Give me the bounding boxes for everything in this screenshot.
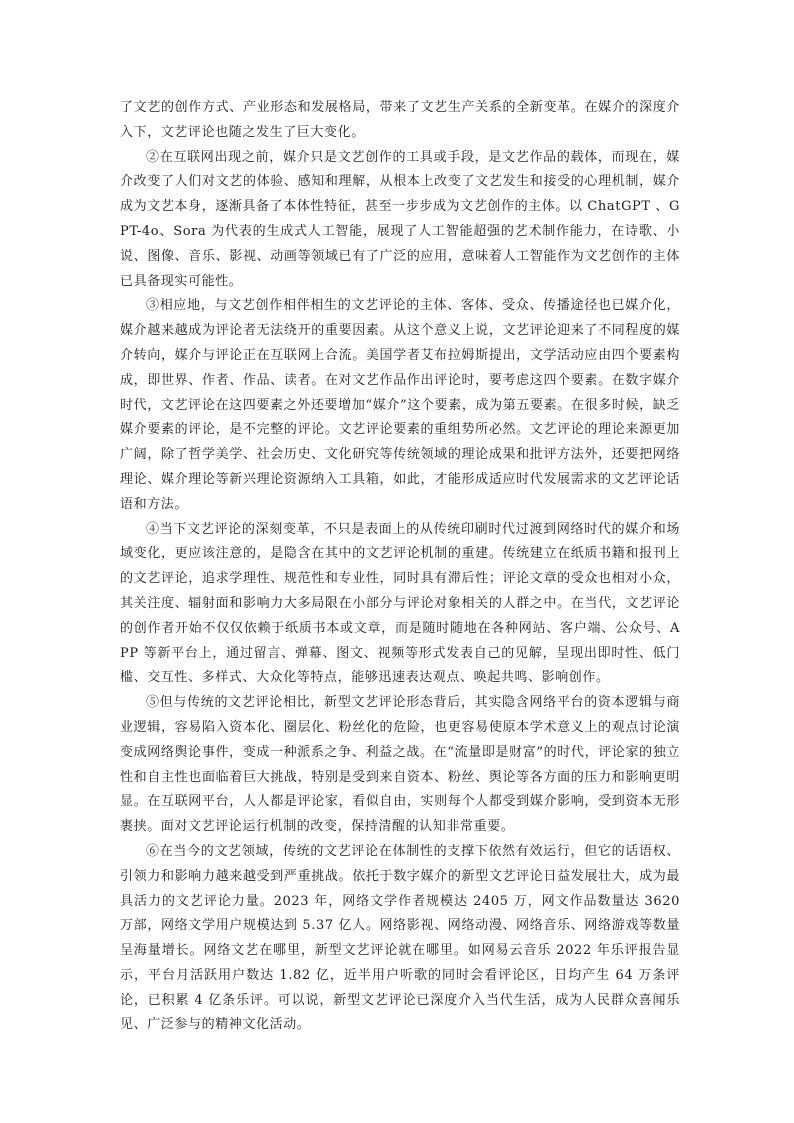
paragraph-6: ⑥在当今的文艺领域，传统的文艺评论在体制性的支撑下依然有效运行，但它的话语权、引领力和影响力越来越受到严重挑战。依托于数字媒介的新型文艺评论日益发展壮大，成为最具活力的文艺评论力量。2023 年，网络文学作者规模达 2405 万，网文作品数量达 3620 万部，网络文学用户规模达到 5.37 亿人。网络影视、网络动漫、网络音乐、网络游戏等数量呈海量增长。网络文艺在哪里，新型文艺评论就在哪里。如网易云音乐 2022 年乐评报告显示，平台月活跃用户数达 1.82 亿，近半用户听歌的同时会看评论区，日均产生 64 万条评论，已积累 4 亿条乐评。可以说，新型文艺评论已深度介入当代生活，成为人民群众喜闻乐见、广泛参与的精神文化活动。 bbox=[120, 843, 680, 1033]
paragraph-5: ⑤但与传统的文艺评论相比，新型文艺评论形态背后，其实隐含网络平台的资本逻辑与商业逻辑，容易陷入资本化、圈层化、粉丝化的危险，也更容易使原本学术意义上的观点讨论演变成网络舆论事件，变成一种派系之争、利益之战。在“流量即是财富”的时代，评论家的独立性和自主性也面临着巨大挑战，特别是受到来自资本、粉丝、舆论等各方面的压力和影响更明显。在互联网平台，人人都是评论家，看似自由，实则每个人都受到媒介影响，受到资本无形裹挟。面对文艺评论运行机制的改变，保持清醒的认知非常重要。 bbox=[120, 695, 680, 835]
paragraph-continuation: 了文艺的创作方式、产业形态和发展格局，带来了文艺生产关系的全新变革。在媒介的深度介入下，文艺评论也随之发生了巨大变化。 bbox=[120, 100, 680, 140]
paragraph-4: ④当下文艺评论的深刻变革，不只是表面上的从传统印刷时代过渡到网络时代的媒介和场域变化，更应该注意的，是隐含在其中的文艺评论机制的重建。传统建立在纸质书籍和报刊上的文艺评论，追求学理性、规范性和专业性，同时具有滞后性；评论文章的受众也相对小众，其关注度、辐射面和影响力大多局限在小部分与评论对象相关的人群之中。在当代，文艺评论的创作者开始不仅仅依赖于纸质书本或文章，而是随时随地在各种网站、客户端、公众号、APP 等新平台上，通过留言、弹幕、图文、视频等形式发表自己的见解，呈现出即时性、低门槛、交互性、多样式、大众化等特点，能够迅速表达观点、唤起共鸣、影响创作。 bbox=[120, 521, 680, 686]
paragraph-3: ③相应地，与文艺创作相伴相生的文艺评论的主体、客体、受众、传播途径也已媒介化，媒介越来越成为评论者无法绕开的重要因素。从这个意义上说，文艺评论迎来了不同程度的媒介转向，媒介与评论正在互联网上合流。美国学者艾布拉姆斯提出，文学活动应由四个要素构成，即世界、作者、作品、读者。在对文艺作品作出评论时，要考虑这四个要素。在数字媒介时代，文艺评论在这四要素之外还要增加“媒介”这个要素，成为第五要素。在很多时候，缺乏媒介要素的评论，是不完整的评论。文艺评论要素的重组势所必然。文艺评论的理论来源更加广阔，除了哲学美学、社会历史、文化研究等传统领域的理论成果和批评方法外，还要把网络理论、媒介理论等新兴理论资源纳入工具箱，如此，才能形成适应时代发展需求的文艺评论话语和方法。 bbox=[120, 298, 680, 512]
paragraph-2: ②在互联网出现之前，媒介只是文艺创作的工具或手段，是文艺作品的载体，而现在，媒介改变了人们对文艺的体验、感知和理解，从根本上改变了文艺发生和接受的心理机制，媒介成为文艺本身，逐渐具备了本体性特征，甚至一步步成为文艺创作的主体。以 ChatGPT 、GPT-4o、Sora 为代表的生成式人工智能，展现了人工智能超强的艺术制作能力，在诗歌、小说、图像、音乐、影视、动画等领域已有了广泛的应用，意味着人工智能作为文艺创作的主体已具备现实可能性。 bbox=[120, 149, 680, 289]
document-page bbox=[120, 96, 680, 1038]
